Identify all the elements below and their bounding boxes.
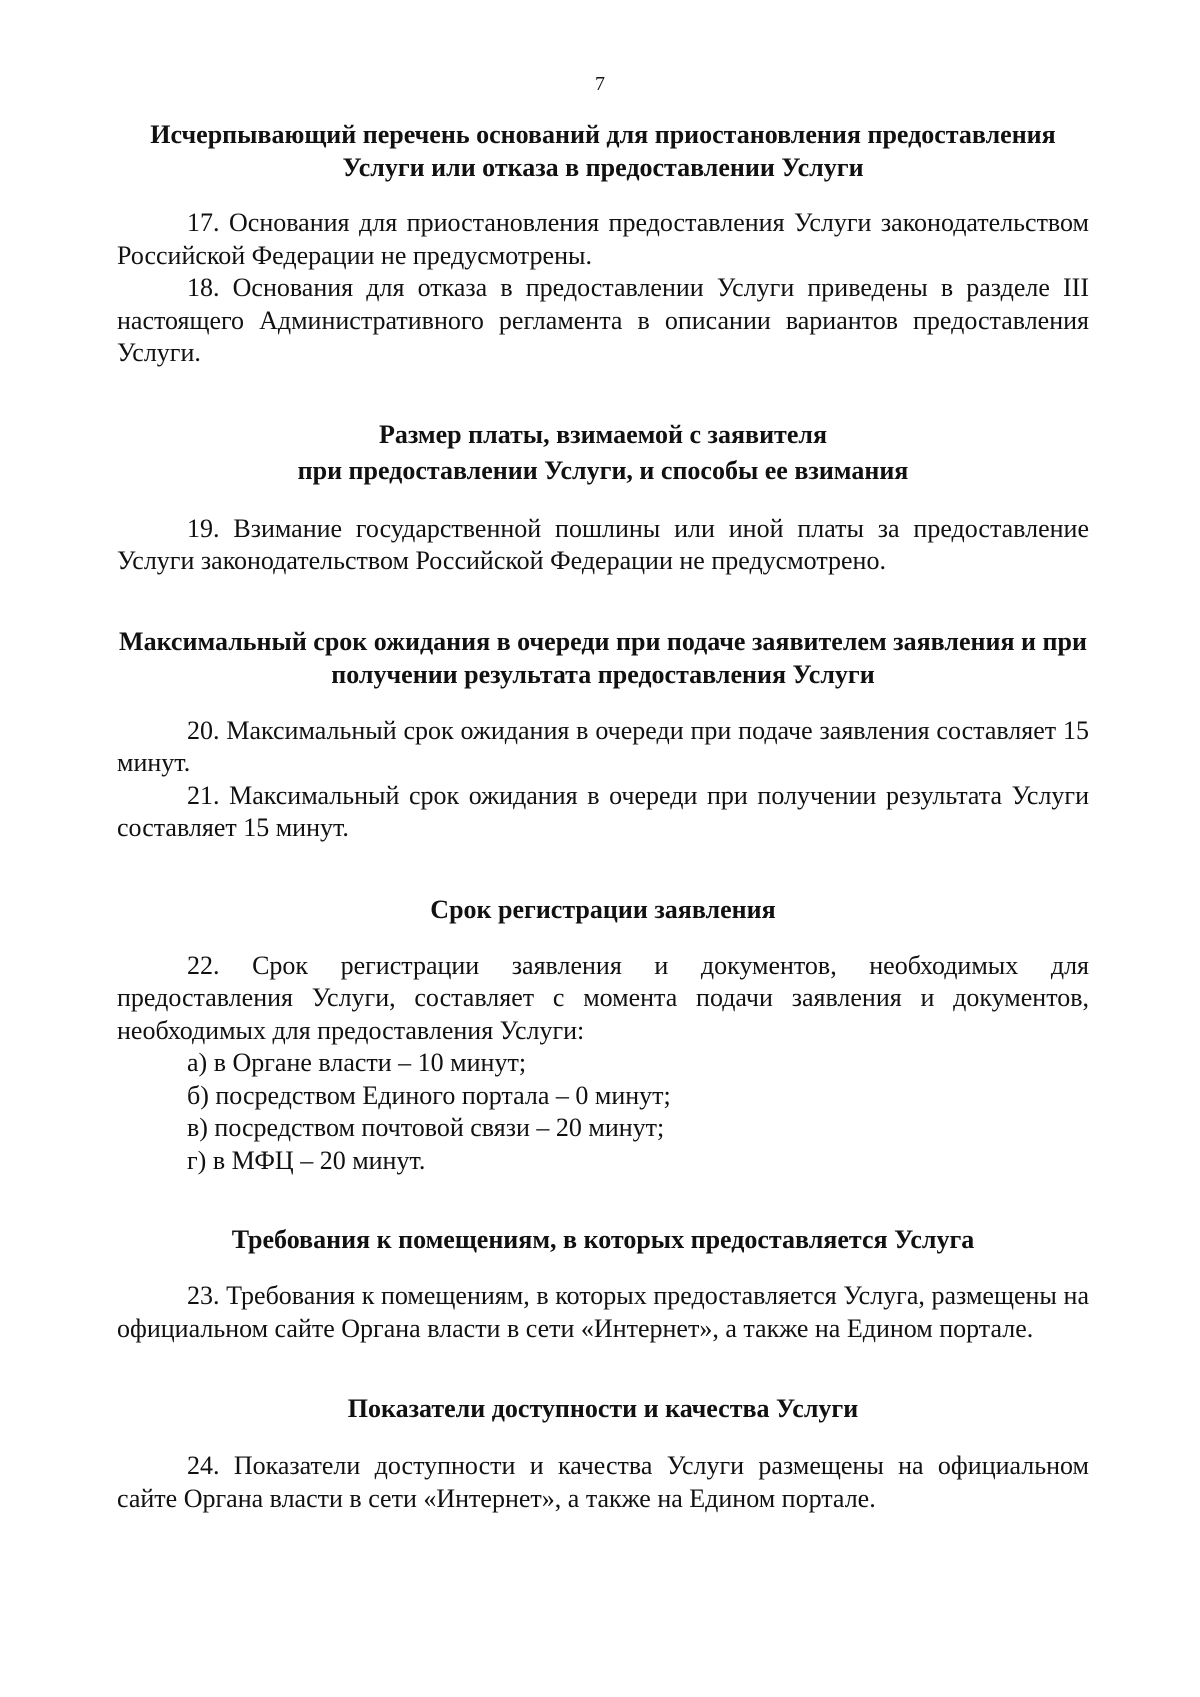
page-number: 7 [595,73,605,95]
section-heading-suspension-grounds: Исчерпывающий перечень оснований для приостановления предоставления Услуги или отказа в предоставлении Услуги [150,120,1056,182]
section-heading-premises: Требования к помещениям, в которых предоставляется Услуга [231,1225,975,1254]
paragraph-17: 17. Основания для приостановления предоставления Услуги законодательством Российской Федерации не предусмотрены. [117,208,1089,270]
list-item-b: б) посредством Единого портала – 0 минут; [187,1080,671,1110]
section-heading-fee [117,417,1089,489]
document-body [117,118,1089,1515]
list-item-d: г) в МФЦ – 20 минут. [187,1145,426,1175]
section-heading-queue-time: Максимальный срок ожидания в очереди при подаче заявителем заявления и при получении результата предоставления Услуги [119,626,1087,689]
section-heading-registration-term: Срок регистрации заявления [430,894,776,924]
paragraph-18: 18. Основания для отказа в предоставлении Услуги приведены в разделе III настоящего Административного регламента в описании вариантов предоставления Услуги. [117,273,1089,367]
paragraph-23: 23. Требования к помещениям, в которых предоставляется Услуга, размещены на официальном сайте Органа власти в сети «Интернет», а также на Едином портале. [117,1281,1089,1343]
section-heading-quality: Показатели доступности и качества Услуги [347,1394,859,1423]
section-heading-fee-line2: при предоставлении Услуги, и способы ее взимания [297,455,909,485]
list-item-a: а) в Органе власти – 10 минут; [187,1048,527,1077]
section-heading-fee-line1: Размер платы, взимаемой с заявителя [378,419,828,449]
list-item-c: в) посредством почтовой связи – 20 минут; [187,1113,665,1142]
paragraph-24: 24. Показатели доступности и качества Услуги размещены на официальном сайте Органа власти в сети «Интернет», а также на Едином портале. [117,1451,1089,1513]
paragraph-19: 19. Взимание государственной пошлины или иной платы за предоставление Услуги законодательством Российской Федерации не предусмотрено. [117,513,1089,575]
paragraph-22: 22. Срок регистрации заявления и документов, необходимых для предоставления Услуги, составляет с момента подачи заявления и документов, необходимых для предоставления Услуги: [117,950,1089,1045]
paragraph-20: 20. Максимальный срок ожидания в очереди при подаче заявления составляет 15 минут. [117,715,1089,777]
paragraph-21: 21. Максимальный срок ожидания в очереди при получении результата Услуги составляет 15 минут. [117,780,1089,842]
